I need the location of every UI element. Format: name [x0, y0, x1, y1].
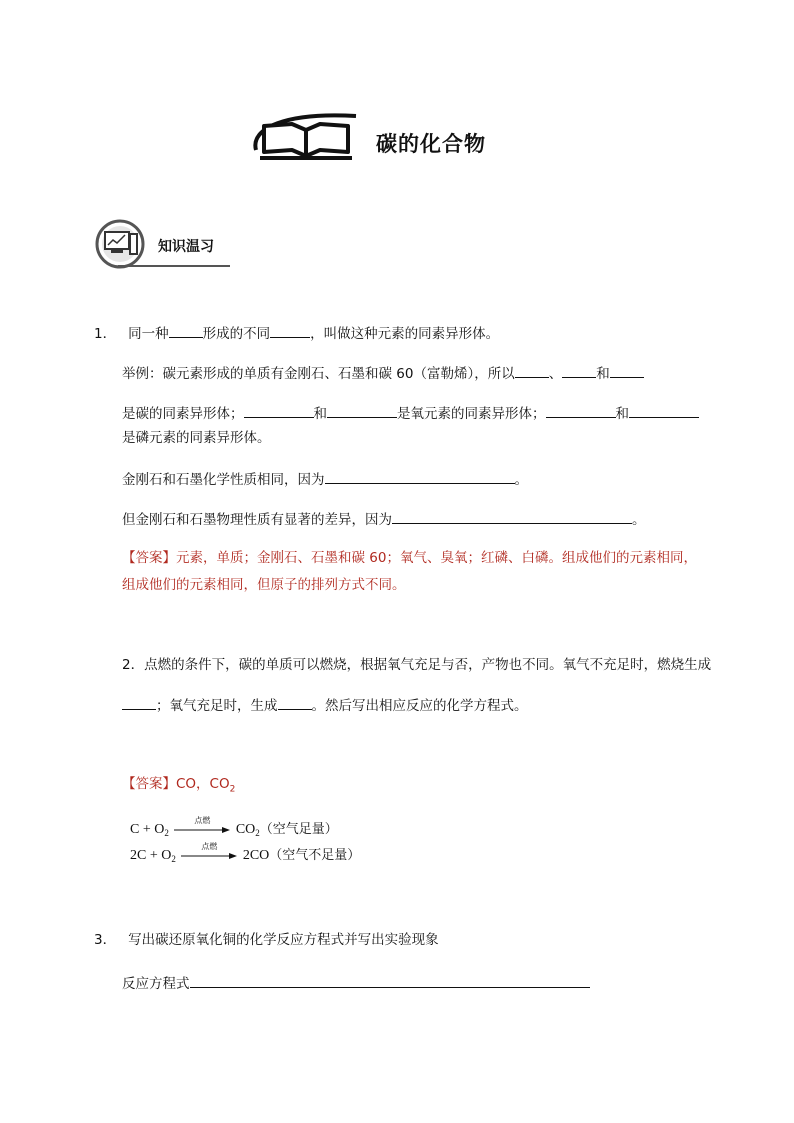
q2-blank-insufficient[interactable] [122, 694, 156, 710]
q1-blank-chemical-reason[interactable] [325, 468, 515, 484]
q3-blank-equation[interactable] [190, 972, 590, 988]
q1-blank-phosphorus-2[interactable] [629, 402, 699, 418]
q1-example-line: 举例：碳元素形成的单质有金刚石、石墨和碳 60（富勒烯），所以 、 和 [122, 362, 644, 384]
section-divider [118, 265, 230, 267]
answer-tag: 【答案】 [122, 776, 176, 792]
q2-answer: 【答案】CO，$CO_2$ [122, 776, 236, 795]
q1-blank-carbon-2[interactable] [562, 362, 596, 378]
q2-line2: ；氧气充足时，生成 。然后写出相应反应的化学方程式。 [122, 694, 528, 716]
page-title: 碳的化合物 [376, 132, 486, 156]
q1-chemical-line: 金刚石和石墨化学性质相同，因为 。 [122, 468, 528, 490]
q2-blank-sufficient[interactable] [278, 694, 312, 710]
q1-blank-physical-reason[interactable] [392, 508, 632, 524]
q1-blank-carbon-3[interactable] [610, 362, 644, 378]
q1-number: 1． [94, 326, 117, 342]
q1-allotropes-line: 是碳的同素异形体； 和 是氧元素的同素异形体； 和 [122, 402, 699, 424]
q1-blank-oxygen-2[interactable] [327, 402, 397, 418]
answer-tag: 【答案】 [122, 550, 176, 566]
reaction-arrow: 点燃 [174, 823, 230, 837]
q1-answer-line1: 【答案】元素，单质；金刚石、石墨和碳 60；氧气、臭氧；红磷、白磷。组成他们的元素相同， [122, 550, 697, 566]
q2-line1: 2．点燃的条件下，碳的单质可以燃烧，根据氧气充足与否，产物也不同。氧气不充足时，燃烧生成 [122, 657, 712, 673]
q1-physical-line: 但金刚石和石墨物理性质有显著的差异，因为 。 [122, 508, 646, 530]
q1-blank-oxygen-1[interactable] [244, 402, 314, 418]
q3-line2: 反应方程式 [122, 972, 590, 994]
q1-answer-line2: 组成他们的元素相同，但原子的排列方式不同。 [122, 577, 406, 593]
q3-line1: 3． 写出碳还原氧化铜的化学反应方程式并写出实验现象 [94, 932, 439, 948]
equation-2: $2C + O_2$ 点燃 2CO（空气不足量） [130, 841, 361, 864]
book-icon [246, 108, 366, 164]
q1-blank-phosphorus-1[interactable] [546, 402, 616, 418]
section-label: 知识温习 [158, 239, 214, 255]
q1-phosphorus-line: 是磷元素的同素异形体。 [122, 430, 271, 446]
q1-line1: 1． 同一种 形成的不同 ，叫做这种元素的同素异形体。 [94, 322, 499, 344]
q1-blank-forms[interactable] [270, 322, 310, 338]
q1-blank-element[interactable] [169, 322, 203, 338]
q3-number: 3． [94, 932, 117, 948]
q1-blank-carbon-1[interactable] [515, 362, 549, 378]
reaction-arrow: 点燃 [181, 849, 237, 863]
computer-chart-icon [94, 218, 152, 270]
equation-1: $C + O_2$ 点燃 $CO_2$（空气足量） [130, 815, 338, 838]
